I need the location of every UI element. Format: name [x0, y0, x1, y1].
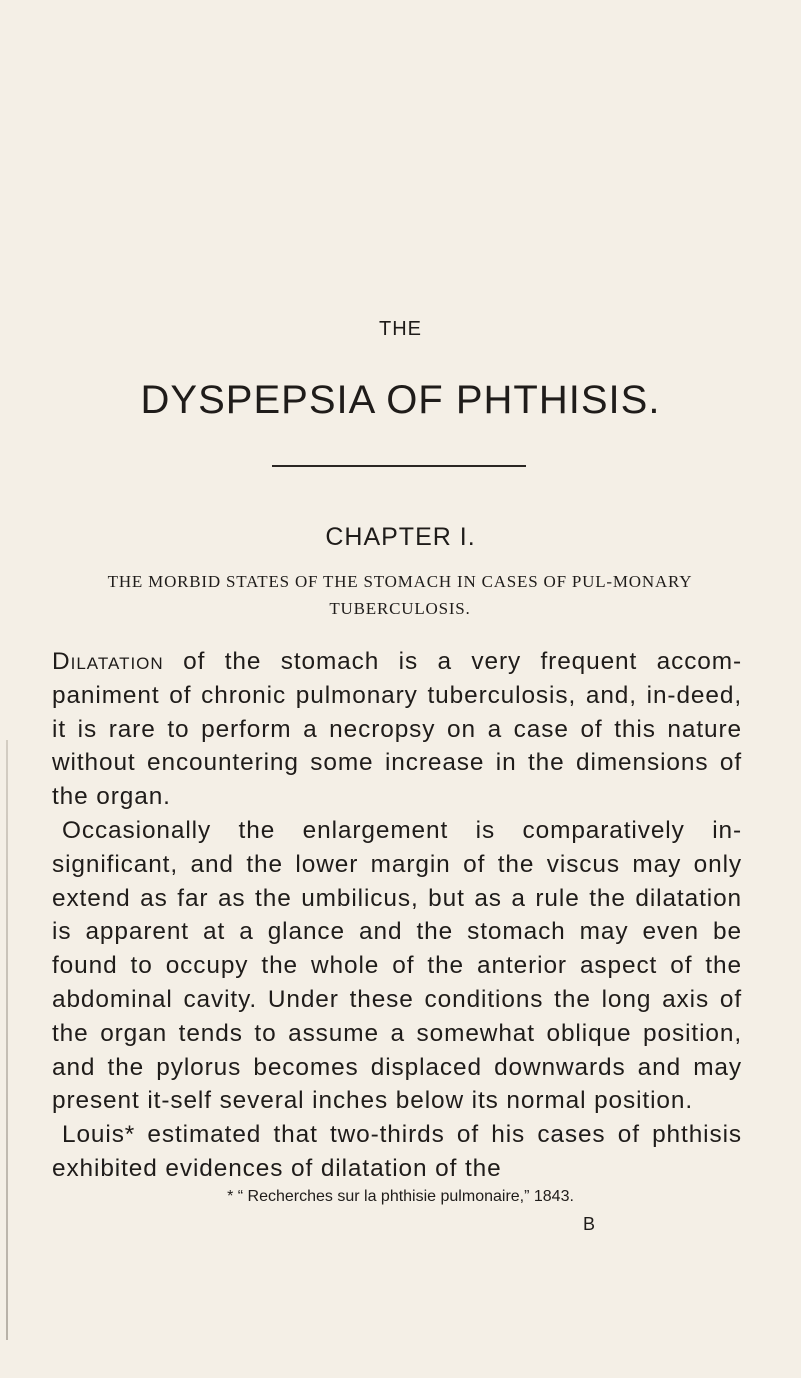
paragraph-2: Occasionally the enlargement is comparatively in-significant, and the lower margin of the viscus may only extend as far as the umbilicus, but as a rule the dilatation is apparent at a glance and the stomach may even be found to occupy the whole of the anterior aspect of the abdominal cavity. Under these conditions the long axis of the organ tends to assume a somewhat oblique position, and the pylorus becomes displaced downwards and may present it-self several inches below its normal position. — [52, 816, 742, 1115]
paragraph-1 — [52, 645, 742, 814]
title-rule — [272, 465, 526, 467]
book-title: DYSPEPSIA OF PHTHISIS. — [140, 378, 661, 422]
chapter-subtitle: THE MORBID STATES OF THE STOMACH IN CASES OF PUL-MONARY TUBERCULOSIS. — [107, 572, 693, 618]
footnote: * “ Recherches sur la phthisie pulmonaire,” 1843. — [227, 1188, 574, 1205]
signature-mark: B — [583, 1214, 596, 1234]
chapter-heading: CHAPTER I. — [325, 523, 476, 551]
paragraph-1-text: of the stomach is a very frequent accom-paniment of chronic pulmonary tuberculosis, and, in-deed, it is rare to perform a necropsy on a case of this nature without encountering some increase in the dimensions of the organ. — [52, 648, 742, 811]
title-article: THE — [379, 318, 422, 340]
paragraph-3: Louis* estimated that two-thirds of his cases of phthisis exhibited evidences of dilatation of the — [52, 1121, 742, 1182]
body-text — [52, 645, 742, 1186]
page-edge-shadow — [6, 740, 8, 1340]
paragraph-1-lead: Dilatation — [52, 648, 164, 675]
